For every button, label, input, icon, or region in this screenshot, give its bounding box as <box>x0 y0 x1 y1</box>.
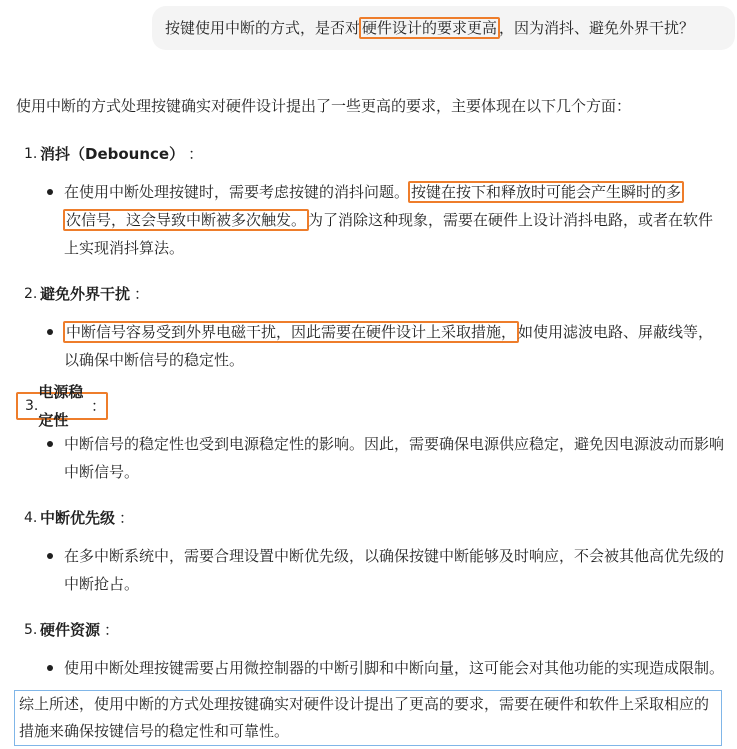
section-colon: ： <box>90 397 106 415</box>
section-title: 电源稳定性 <box>38 383 84 429</box>
user-message-text-end: ，因为消抖、避免外界干扰？ <box>499 19 695 37</box>
section-4 <box>16 504 728 598</box>
section-number: 1. <box>24 146 38 162</box>
section-heading <box>24 140 728 168</box>
section-title: 避免外界干扰 <box>40 285 131 303</box>
bullet-item <box>16 178 728 262</box>
answer-summary: 综上所述，使用中断的方式处理按键确实对硬件设计提出了更高的要求，需要在硬件和软件上采取相应的措施来确保按键信号的稳定性和可靠性。 <box>14 690 722 746</box>
section-heading <box>24 504 728 532</box>
bullet-text: 为了消除这种现象，需要在硬件上设计消抖电路，或者在软件上实现消抖算法。 <box>64 211 714 257</box>
user-message-text-start: 按键使用中断的方式，是否对 <box>165 19 361 37</box>
section-bullets <box>16 654 728 682</box>
bullet-highlight: 按键在按下和释放时可能会产生瞬时的多 <box>408 181 684 203</box>
section-number: 4. <box>24 510 38 526</box>
section-colon: ： <box>188 145 204 163</box>
section-2 <box>16 280 728 374</box>
section-number: 5. <box>24 622 38 638</box>
answer-sections <box>16 140 728 682</box>
user-message-bubble <box>152 6 735 50</box>
section-heading <box>24 280 728 308</box>
assistant-answer <box>16 92 728 700</box>
bullet-item: 在多中断系统中，需要合理设置中断优先级，以确保按键中断能够及时响应，不会被其他高优先级的中断抢占。 <box>16 542 728 598</box>
section-3 <box>16 383 728 486</box>
section-bullets <box>16 542 728 598</box>
bullet-highlight: 中断信号容易受到外界电磁干扰，因此需要在硬件设计上采取措施， <box>63 321 519 343</box>
bullet-text: 如使用滤波电路、屏蔽线等，以确保中断信号的稳定性。 <box>64 323 714 369</box>
section-number: 2. <box>24 286 38 302</box>
section-bullets <box>16 318 728 374</box>
section-1 <box>16 140 728 262</box>
section-bullets <box>16 430 728 486</box>
bullet-item: 中断信号的稳定性也受到电源稳定性的影响。因此，需要确保电源供应稳定，避免因电源波动而影响中断信号。 <box>16 430 728 486</box>
section-heading-highlighted <box>16 383 108 429</box>
section-bullets <box>16 178 728 262</box>
section-colon: ： <box>104 621 120 639</box>
section-title: 消抖（Debounce） <box>40 145 185 163</box>
answer-intro: 使用中断的方式处理按键确实对硬件设计提出了一些更高的要求，主要体现在以下几个方面： <box>16 97 632 115</box>
section-colon: ： <box>134 285 150 303</box>
section-number: 3. <box>25 398 39 414</box>
section-title: 硬件资源 <box>40 621 101 639</box>
user-message-highlight: 硬件设计的要求更高 <box>359 17 500 39</box>
section-5 <box>16 616 728 682</box>
bullet-item: 使用中断处理按键需要占用微控制器的中断引脚和中断向量，这可能会对其他功能的实现造成限制。 <box>16 654 728 682</box>
bullet-item <box>16 318 728 374</box>
section-heading <box>24 616 728 644</box>
section-title: 中断优先级 <box>40 509 116 527</box>
bullet-highlight: 次信号，这会导致中断被多次触发。 <box>63 209 309 231</box>
section-colon: ： <box>119 509 135 527</box>
bullet-text: 在使用中断处理按键时，需要考虑按键的消抖问题。 <box>64 183 410 201</box>
